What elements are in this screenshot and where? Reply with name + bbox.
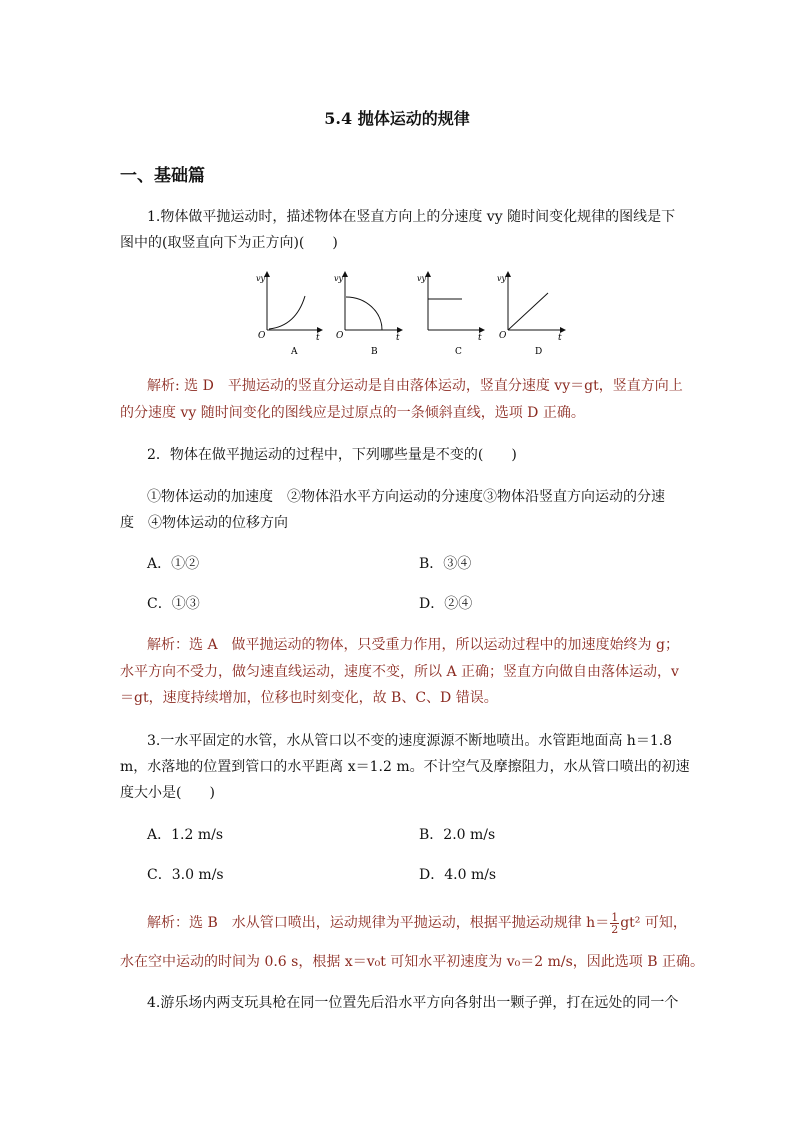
q2-option-d: D．②④ <box>419 596 473 612</box>
graph-c <box>417 274 482 357</box>
q2-option-a: A．①② <box>147 556 200 572</box>
graph-a-origin: O <box>258 331 266 341</box>
q3-answer-line1 <box>147 911 687 936</box>
graph-b <box>334 274 400 357</box>
graph-b-ylabel: vy <box>334 274 344 283</box>
graph-d-origin: O <box>499 331 507 341</box>
q3-fraction <box>610 912 619 935</box>
q3-line3: 度大小是( ) <box>120 785 215 801</box>
graph-c-xlabel: t <box>478 333 482 343</box>
q2-option-b: B．③④ <box>419 556 472 572</box>
q2-answer-line2: 水平方向不受力，做匀速直线运动，速度不变，所以 A 正确；竖直方向做自由落体运动，v <box>120 664 679 680</box>
q3-option-c: C．3.0 m/s <box>147 867 224 883</box>
q3-answer-line2: 水在空中运动的时间为 0.6 s，根据 x＝v₀t 可知水平初速度为 v₀＝2 m/s，因此选项 B 正确。 <box>120 954 704 970</box>
q3-fraction-den: 2 <box>611 922 619 936</box>
q3-fraction-num: 1 <box>611 910 619 924</box>
q1-answer-line1: 解析: 选 D 平抛运动的竖直分运动是自由落体运动，竖直分速度 vy＝gt，竖直方向上 <box>147 378 683 394</box>
q2-line1: 2．物体在做平抛运动的过程中，下列哪些量是不变的( ) <box>147 447 517 463</box>
graph-a-ylabel: vy <box>256 274 266 283</box>
q3-answer-part1: 解析：选 B 水从管口喷出，运动规律为平抛运动，根据平抛运动规律 h＝ <box>147 915 610 931</box>
graph-c-letter: C <box>455 347 462 357</box>
q2-answer-line1: 解析：选 A 做平抛运动的物体，只受重力作用，所以运动过程中的加速度始终为 g； <box>147 637 679 653</box>
graph-d <box>497 274 563 357</box>
q2-answer-line3: ＝gt，速度持续增加，位移也时刻变化，故 B、C、D 错误。 <box>120 690 498 706</box>
q2-items-line2: 度 ④物体运动的位移方向 <box>120 515 288 531</box>
q3-line1: 3.一水平固定的水管，水从管口以不变的速度源源不断地喷出。水管距地面高 h＝1.8 <box>147 733 673 749</box>
page-title: 5.4 抛体运动的规律 <box>324 109 470 128</box>
q3-option-d: D．4.0 m/s <box>419 867 497 883</box>
graph-c-ylabel: vy <box>417 274 427 283</box>
graph-d-xlabel: t <box>558 333 562 343</box>
graph-b-origin: O <box>336 331 344 341</box>
graph-d-letter: D <box>535 347 543 357</box>
section-heading: 一、基础篇 <box>120 166 205 186</box>
q2-option-c: C．①③ <box>147 596 200 612</box>
q3-line2: m，水落地的位置到管口的水平距离 x＝1.2 m。不计空气及摩擦阻力，水从管口喷出的初速 <box>120 759 690 775</box>
q1-line1: 1.物体做平抛运动时，描述物体在竖直方向上的分速度 vy 随时间变化规律的图线是下 <box>147 209 676 225</box>
q3-option-a: A．1.2 m/s <box>147 827 224 843</box>
graph-a-xlabel: t <box>316 333 320 343</box>
q2-items-line1: ①物体运动的加速度 ②物体沿水平方向运动的分速度③物体沿竖直方向运动的分速 <box>147 489 665 505</box>
q1-graphs <box>250 268 570 360</box>
graph-a-letter: A <box>291 347 298 357</box>
q1-answer-line2: 的分速度 vy 随时间变化的图线应是过原点的一条倾斜直线，选项 D 正确。 <box>120 405 585 421</box>
q3-answer-part2: gt² 可知， <box>620 915 687 931</box>
graph-b-xlabel: t <box>396 333 400 343</box>
graph-b-letter: B <box>371 347 378 357</box>
graph-d-ylabel: vy <box>497 274 507 283</box>
q4-line1: 4.游乐场内两支玩具枪在同一位置先后沿水平方向各射出一颗子弹，打在远处的同一个 <box>147 995 679 1011</box>
q3-option-b: B．2.0 m/s <box>419 827 496 843</box>
q1-line2: 图中的(取竖直向下为正方向)( ) <box>120 235 338 251</box>
graph-a <box>256 274 320 357</box>
